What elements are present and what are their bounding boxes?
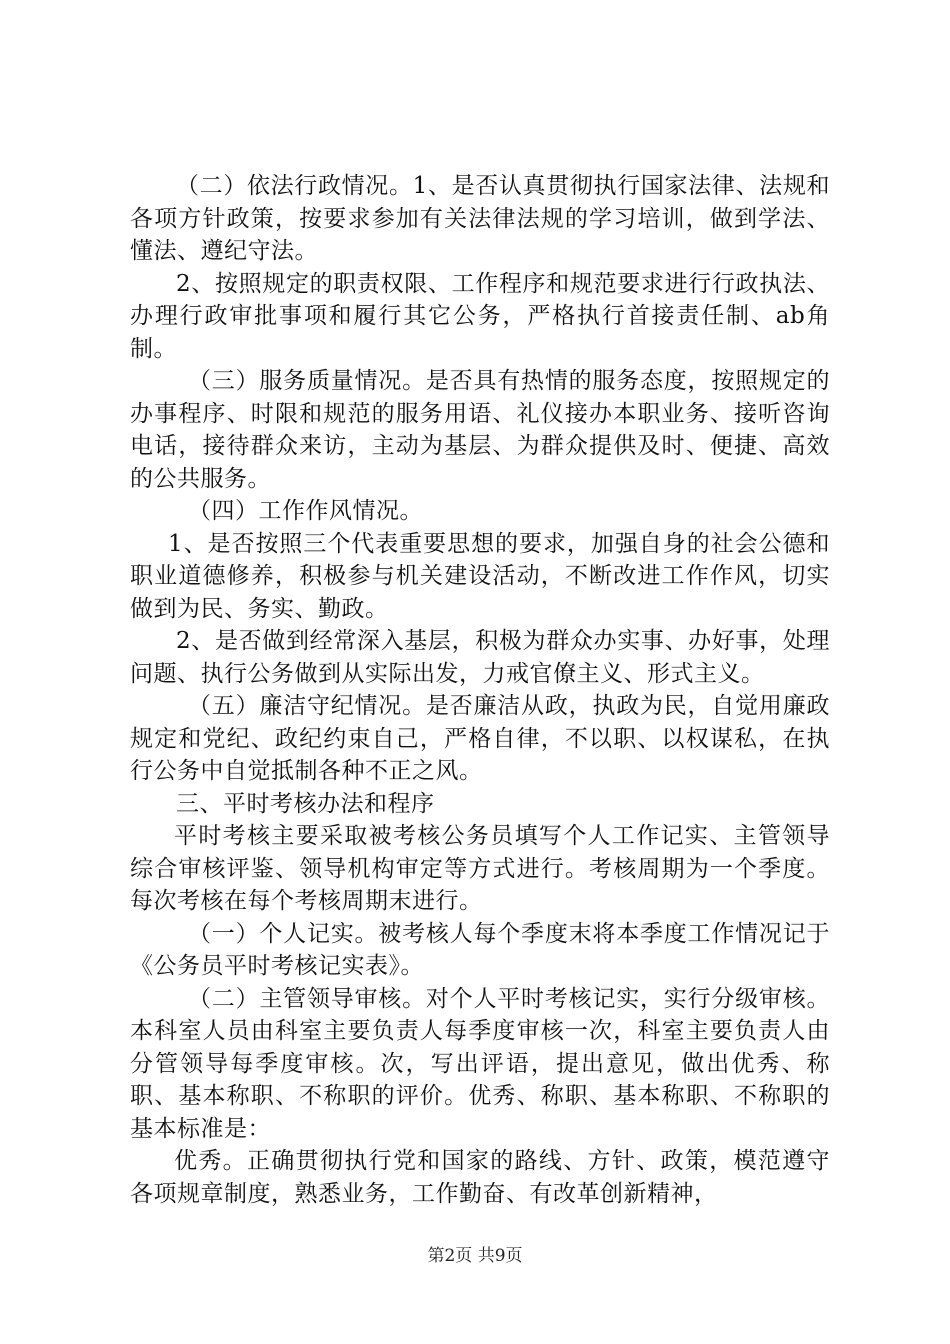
paragraph-service-quality: （三）服务质量情况。是否具有热情的服务态度，按照规定的办事程序、时限和规范的服务用语、礼仪接办本职业务、接听咨询电话，接待群众来访，主动为基层、为群众提供及时、便捷、高效的公共服务。 bbox=[130, 368, 830, 492]
paragraph-excellent-standard: 优秀。正确贯彻执行党和国家的路线、方针、政策，模范遵守各项规章制度，熟悉业务，工作勤奋、有改革创新精神， bbox=[130, 1148, 830, 1207]
document-body bbox=[130, 170, 830, 1210]
paragraph-personal-record: （一）个人记实。被考核人每个季度末将本季度工作情况记于《公务员平时考核记实表》。 bbox=[130, 920, 830, 979]
paragraph-work-style-item-2: 2、是否做到经常深入基层，积极为群众办实事、办好事，处理问题、执行公务做到从实际出发，力戒官僚主义、形式主义。 bbox=[130, 628, 830, 687]
page-number-footer: 第2页 共9页 bbox=[427, 1246, 523, 1266]
paragraph-assessment-overview: 平时考核主要采取被考核公务员填写个人工作记实、主管领导综合审核评鉴、领导机构审定等方式进行。考核周期为一个季度。每次考核在每个考核周期末进行。 bbox=[130, 823, 830, 914]
paragraph-legal-administration: （二）依法行政情况。1、是否认真贯彻执行国家法律、法规和各项方针政策，按要求参加有关法律法规的学习培训，做到学法、懂法、遵纪守法。 bbox=[130, 173, 830, 264]
paragraph-duty-authority: 2、按照规定的职责权限、工作程序和规范要求进行行政执法、办理行政审批事项和履行其它公务，严格执行首接责任制、ab角制。 bbox=[130, 270, 830, 362]
paragraph-supervisor-review: （二）主管领导审核。对个人平时考核记实，实行分级审核。本科室人员由科室主要负责人每季度审核一次，科室主要负责人由分管领导每季度审核。次，写出评语，提出意见，做出优秀、称职、基本称职、不称职的评价。优秀、称职、基本称职、不称职的基本标准是： bbox=[130, 985, 830, 1142]
paragraph-integrity: （五）廉洁守纪情况。是否廉洁从政，执政为民，自觉用廉政规定和党纪、政纪约束自己，严格自律，不以职、以权谋私，在执行公务中自觉抵制各种不正之风。 bbox=[130, 693, 830, 784]
paragraph-work-style-heading: （四）工作作风情况。 bbox=[188, 498, 423, 524]
section-heading-assessment-method: 三、平时考核办法和程序 bbox=[176, 790, 435, 817]
paragraph-work-style-item-1: 1、是否按照三个代表重要思想的要求，加强自身的社会公德和职业道德修养，积极参与机关建设活动，不断改进工作作风，切实做到为民、务实、勤政。 bbox=[130, 530, 830, 622]
